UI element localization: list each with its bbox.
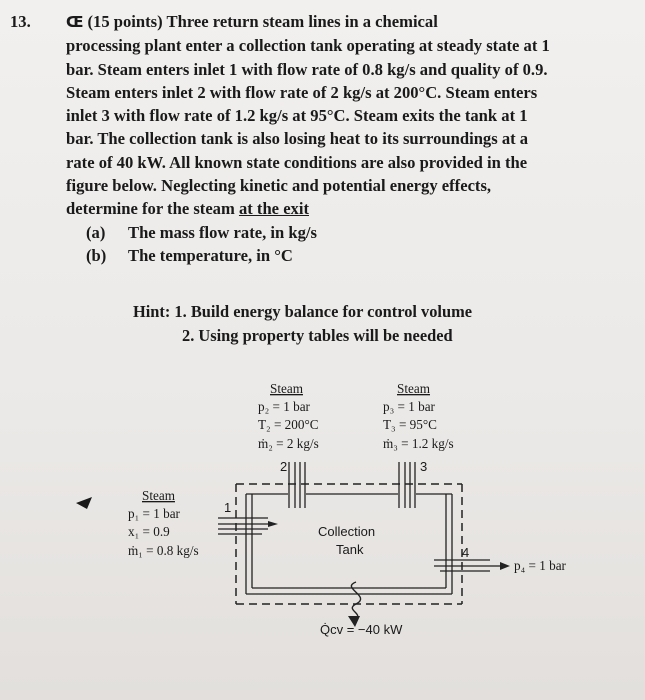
port-3-label: 3 [420,459,428,474]
exit-4-pressure: p₄ = 1 bar [514,558,566,573]
statement-line-6: rate of 40 kW. All known state conditions are also provided in the [66,152,528,172]
inlet-3-mass-flow: ṁ₃ = 1.2 kg/s [383,436,454,451]
statement-line-8: determine for the steam at the exit [66,199,309,219]
inlet-2-temperature: T₂ = 200°C [258,417,319,432]
tank-label-line-1: Collection [318,524,376,539]
problem-number: 13. [10,12,31,31]
cursor-arrow-icon [76,497,92,509]
exit-4-arrowhead-icon [500,562,510,570]
inlet-2-pipe [289,462,305,508]
statement-line-5: bar. The collection tank is also losing heat to its surroundings at a [66,129,529,149]
port-1-label: 1 [224,500,232,515]
inlet-2-pressure: p₂ = 1 bar [258,399,310,414]
inlet-2-title: Steam [270,381,303,396]
underlined-exit: at the exit [238,199,309,219]
inlet-1-pipe [218,518,268,534]
port-4-label: 4 [462,545,470,560]
part-b: (b) The temperature, in °C [86,245,293,265]
statement-line-7: figure below. Neglecting kinetic and potential energy effects, [66,176,492,196]
inlet-3-pressure: p₃ = 1 bar [383,399,435,414]
statement-line-3: Steam enters inlet 2 with flow rate of 2 kg/s at 200°C. Steam enters [66,82,538,102]
exit-4-pipe [434,560,502,571]
inlet-1-quality: x₁ = 0.9 [128,524,170,539]
inlet-3-pipe [399,462,415,508]
hint-line-2: 2. Using property tables will be needed [182,326,453,345]
inlet-1-pressure: p₁ = 1 bar [128,506,180,521]
inlet-2-mass-flow: ṁ₂ = 2 kg/s [258,436,319,451]
hint-line-1: Hint: 1. Build energy balance for control volume [133,302,473,321]
inlet-1-arrowhead-icon [268,521,278,527]
points-label: (15 points) [87,12,163,31]
port-2-label: 2 [280,459,288,474]
heat-rate-label: Q̇cv = −40 kW [320,622,403,637]
star-mark-icon: Œ [66,13,84,31]
statement-line-1: processing plant enter a collection tank operating at steady state at 1 [66,36,550,56]
inlet-1-title: Steam [142,488,175,503]
statement-line-4: inlet 3 with flow rate of 1.2 kg/s at 95°C. Steam exits the tank at 1 [66,106,528,126]
tank-label-line-2: Tank [336,542,364,557]
part-a: (a) The mass flow rate, in kg/s [86,222,317,242]
statement-line-0: Œ (15 points) Three return steam lines in a chemical [66,12,438,31]
inlet-1-mass-flow: ṁ₁ = 0.8 kg/s [128,543,199,558]
statement-line-2: bar. Steam enters inlet 1 with flow rate of 0.8 kg/s and quality of 0.9. [66,59,548,79]
inlet-3-temperature: T₃ = 95°C [383,417,437,432]
inlet-3-title: Steam [397,381,430,396]
